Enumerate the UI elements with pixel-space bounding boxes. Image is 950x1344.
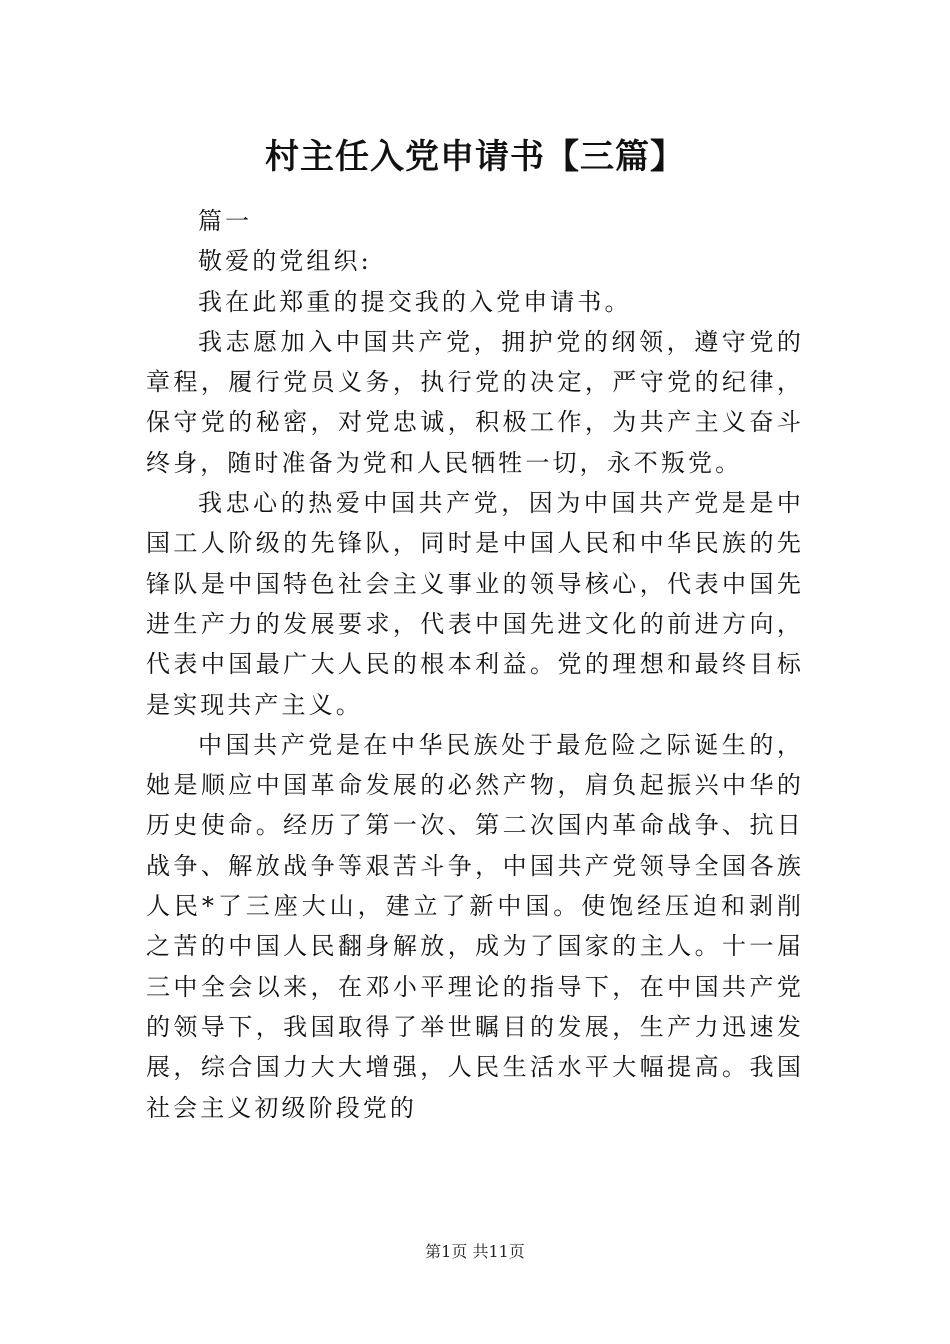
document-title: 村主任入党申请书【三篇】 <box>265 137 685 177</box>
section-heading: 篇一 <box>198 207 253 235</box>
page-number-footer: 第1页 共11页 <box>425 1242 525 1261</box>
paragraph: 我在此郑重的提交我的入党申请书。 <box>198 287 632 316</box>
salutation: 敬爱的党组织: <box>198 247 372 276</box>
paragraph: 我忠心的热爱中国共产党，因为中国共产党是是中国工人阶级的先锋队，同时是中国人民和中华民族的先锋队是中国特色社会主义事业的领导核心，代表中国先进生产力的发展要求，代表中国先进文化的前进方向，代表中国最广大人民的根本利益。党的理想和最终目标是实现共产主义。 <box>146 489 804 719</box>
paragraph: 中国共产党是在中华民族处于最危险之际诞生的，她是顺应中国革命发展的必然产物，肩负起振兴中华的历史使命。经历了第一次、第二次国内革命战争、抗日战争、解放战争等艰苦斗争，中国共产党领导全国各族人民*了三座大山，建立了新中国。使饱经压迫和剥削之苦的中国人民翻身解放，成为了国家的主人。十一届三中全会以来，在邓小平理论的指导下，在中国共产党的领导下，我国取得了举世瞩目的发展，生产力迅速发展，综合国力大大增强，人民生活水平大幅提高。我国社会主义初级阶段党的 <box>146 730 804 1122</box>
document-body <box>146 201 804 1128</box>
paragraph: 我志愿加入中国共产党，拥护党的纲领，遵守党的章程，履行党员义务，执行党的决定，严守党的纪律，保守党的秘密，对党忠诚，积极工作，为共产主义奋斗终身，随时准备为党和人民牺牲一切，永不叛党。 <box>146 327 804 477</box>
